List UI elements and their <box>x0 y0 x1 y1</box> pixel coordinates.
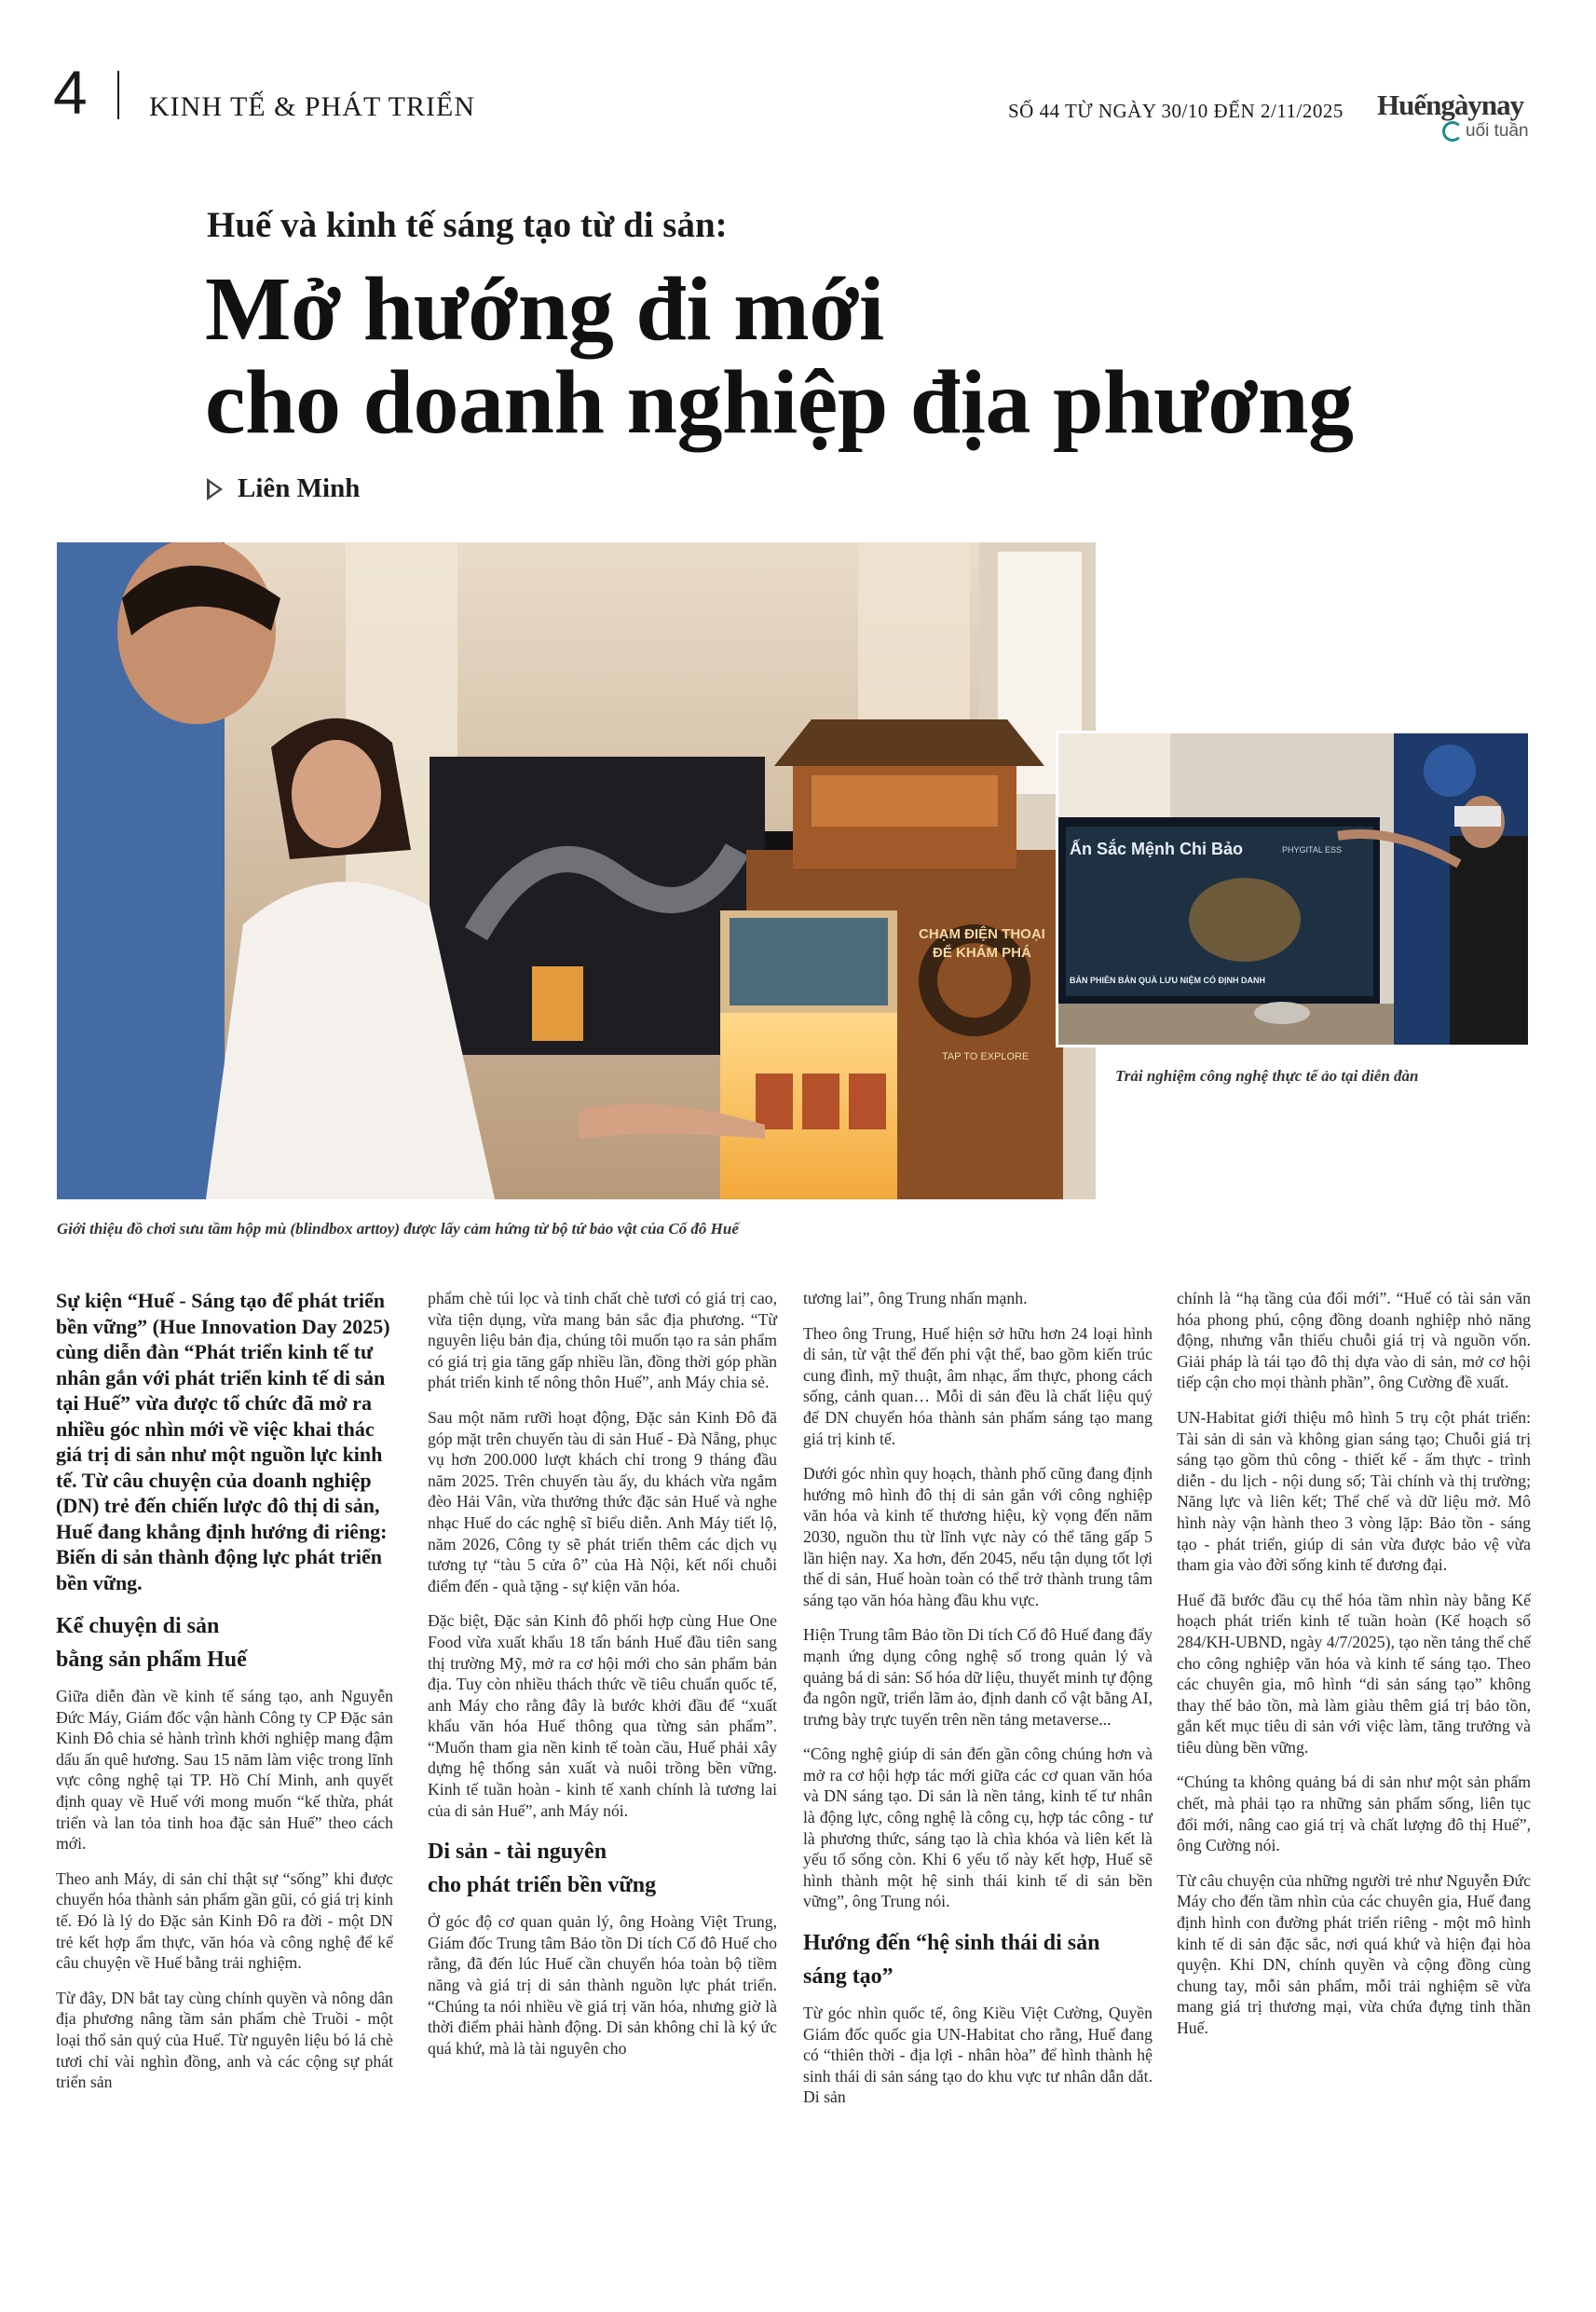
screen-title: Ấn Sắc Mệnh Chi Bảo <box>1070 840 1244 858</box>
play-arrow-icon <box>207 478 223 500</box>
paragraph: Theo ông Trung, Huế hiện sở hữu hơn 24 loại hình di sản, từ vật thể đến phi vật thể, bao gồm kiến trúc cung đình, mỹ thuật, âm nhạc, ẩm thực, phong cách sống, cảnh quan… Mỗi di sản đều là chất liệu quý để DN chuyển hóa thành sản phẩm sáng tạo mang giá trị kinh tế. <box>803 1323 1153 1448</box>
logo-c-icon <box>1442 121 1463 142</box>
subheading-2-line-2: cho phát triển bền vững <box>428 1873 657 1898</box>
article-title <box>205 259 1354 453</box>
kiosk-tap-label: TAP TO EXPLORE <box>942 1051 1030 1062</box>
subheading-3-line-1: Hướng đến “hệ sinh thái di sản <box>803 1931 1100 1956</box>
section-title: KINH TẾ & PHÁT TRIỂN <box>149 91 475 122</box>
paragraph: Giữa diễn đàn về kinh tế sáng tạo, anh Nguyễn Đức Máy, Giám đốc vận hành Công ty CP Đặc sản Kinh Đô chia sẻ hành trình khởi nghiệp mang đậm dấu ấn quê hương. Sau 15 năm làm việc trong lĩnh vực công nghệ tại TP. Hồ Chí Minh, anh quyết định quay về Huế với mong muốn “kế thừa, phát triển và lan tỏa tinh hoa đặc sản Huế” theo cách mới. <box>56 1687 393 1854</box>
subheading-1-line-2: bằng sản phẩm Huế <box>56 1648 247 1672</box>
body-column-4 <box>1177 1288 1531 2053</box>
body-column-2 <box>428 1288 777 2073</box>
paragraph: Từ góc nhìn quốc tế, ông Kiều Việt Cường, Quyền Giám đốc quốc gia UN-Habitat cho rằng, Huế đang có “thiên thời - địa lợi - nhân hòa” để hình thành hệ sinh thái di sản sáng tạo do khu vực tư nhân dẫn dắt. Di sản <box>803 2004 1153 2107</box>
paragraph: “Công nghệ giúp di sản đến gần công chúng hơn và mở ra cơ hội hợp tác mới giữa các cơ quan văn hóa và DN sáng tạo. Di sản là nền tảng, kinh tế tư nhân là động lực, công nghệ là công cụ, hợp tác công - tư là phương thức, sáng tạo là chìa khóa và liên kết là yếu tố sống còn. Khi 6 yếu tố này kết hợp, Huế sẽ hình thành một hệ sinh thái kinh tế di sản bền vững”, ông Trung nói. <box>803 1744 1153 1911</box>
paragraph: Hiện Trung tâm Bảo tồn Di tích Cố đô Huế đang đẩy mạnh ứng dụng công nghệ số trong quản lý và quảng bá di sản: Số hóa dữ liệu, thuyết minh tự động đa ngôn ngữ, triển lãm ảo, định danh cổ vật bằng AI, trưng bày trực tuyến trên nền tảng metaverse... <box>803 1625 1153 1729</box>
screen-banner: BẢN PHIÊN BẢN QUÀ LƯU NIỆM CÓ ĐỊNH DANH <box>1070 976 1265 985</box>
subheading-2-line-1: Di sản - tài nguyên <box>428 1840 607 1865</box>
subheading-2 <box>428 1835 777 1902</box>
vr-photo-illustration <box>1058 733 1528 1045</box>
paragraph: Sau một năm rưỡi hoạt động, Đặc sản Kinh Đô đã góp mặt trên chuyến tàu di sản Huế - Đà Nẵng, phục vụ hơn 200.000 lượt khách chỉ trong 9 tháng đầu năm 2025. Trên chuyến tàu ấy, du khách vừa ngắm đèo Hải Vân, vừa thưởng thức đặc sản Huế và nghe nhạc Huế do các nghệ sĩ biểu diễn. Anh Máy tiết lộ, năm 2026, Công ty sẽ phát triển thêm các dịch vụ tương tự “tàu 5 cửa ô” của Hà Nội, kết nối chuỗi điểm đến - quà tặng - sự kiện văn hóa. <box>428 1407 777 1595</box>
kiosk-sign-line-2: ĐỂ KHÁM PHÁ <box>933 945 1031 961</box>
publication-logo <box>1377 89 1535 157</box>
kiosk-sign-line-1: CHẠM ĐIỆN THOẠI <box>919 926 1045 942</box>
main-photo-illustration <box>57 542 1096 1199</box>
subheading-1 <box>56 1609 393 1676</box>
paragraph: Huế đã bước đầu cụ thể hóa tầm nhìn này bằng Kế hoạch phát triển kinh tế tuần hoàn (Kế hoạch số 284/KH-UBND, ngày 4/7/2025), tạo nền tảng thể chế cho công nghiệp văn hóa và kinh tế sáng tạo. Theo các chuyên gia, mô hình “di sản sáng tạo” không thay thế bảo tồn, mà làm giàu thêm giá trị bảo tồn, gắn kết mục tiêu di sản với việc làm, tăng trưởng và tiêu dùng bền vững. <box>1177 1590 1531 1757</box>
body-column-1 <box>56 1288 393 2107</box>
paragraph: “Chúng ta không quảng bá di sản như một sản phẩm chết, mà phải tạo ra những sản phẩm sống, liên tục đổi mới, nâng cao giá trị và chất lượng đô thị Huế”, ông Cường nói. <box>1177 1772 1531 1855</box>
paragraph: chính là “hạ tầng của đổi mới”. “Huế có tài sản văn hóa phong phú, cộng đồng doanh nghiệp nhỏ năng động, nhưng vẫn thiếu chuỗi giá trị và nguồn vốn. Giải pháp là tái tạo đô thị dựa vào di sản, mở cơ hội tiếp cận cho mọi thành phần”, ông Cường đề xuất. <box>1177 1289 1531 1392</box>
vr-photo <box>1056 731 1531 1047</box>
screen-brand: PHYGITAL ESS <box>1282 845 1343 855</box>
body-column-3 <box>803 1288 1153 2122</box>
article-lead: Sự kiện “Huế - Sáng tạo để phát triển bền vững” (Hue Innovation Day 2025) cùng diễn đàn “Phát triển kinh tế tư nhân gắn với phát triển kinh tế di sản tại Huế” vừa được tổ chức đã mở ra nhiều góc nhìn mới về việc khai thác giá trị di sản như một nguồn lực kinh tế. Từ câu chuyện của doanh nghiệp (DN) trẻ đến chiến lược đô thị di sản, Huế đang khẳng định hướng đi riêng: Biến di sản thành động lực phát triển bền vững. <box>56 1289 390 1594</box>
page-number: 4 <box>53 58 88 127</box>
paragraph: UN-Habitat giới thiệu mô hình 5 trụ cột phát triển: Tài sản di sản và không gian sáng tạo; Chuỗi giá trị sáng tạo gồm thủ công - thiết kế - ẩm thực - trình diễn - du lịch - nội dung số; Tài chính và thị trường; Năng lực và liên kết; Thể chế và dữ liệu mở. Mô hình này vận hành theo 3 vòng lặp: Bảo tồn - sáng tạo - phát triển, giúp di sản vừa được bảo vệ vừa tham gia vào đời sống kinh tế đương đại. <box>1177 1407 1531 1575</box>
paragraph: Ở góc độ cơ quan quản lý, ông Hoàng Việt Trung, Giám đốc Trung tâm Bảo tồn Di tích Cố đô Huế cho rằng, đã đến lúc Huế cần chuyển hóa toàn bộ tiềm năng và giá trị di sản thành nguồn lực phát triển. “Chúng ta nói nhiều về giá trị văn hóa, nhưng giờ là thời điểm phải hành động. Di sản không chỉ là ký ức quá khứ, mà là tài nguyên cho <box>428 1912 777 2058</box>
logo-tagline <box>1442 121 1535 142</box>
article-kicker: Huế và kinh tế sáng tạo từ di sản: <box>207 205 728 245</box>
paragraph: Đặc biệt, Đặc sản Kinh đô phối hợp cùng Hue One Food vừa xuất khẩu 18 tấn bánh Huế đầu tiên sang thị trường Mỹ, mở ra cơ hội mới cho sản phẩm bản địa. Tuy còn nhiều thách thức về tiêu chuẩn quốc tế, anh Máy cho rằng đây là bước khởi đầu để “xuất khẩu văn hóa Huế thông qua từng sản phẩm”. “Muốn tham gia nền kinh tế toàn cầu, Huế phải xây dựng hệ thống sản xuất và nuôi trồng bền vững. Kinh tế tuần hoàn - kinh tế xanh chính là tương lai của di sản Huế”, anh Máy nói. <box>428 1611 777 1820</box>
paragraph: Từ câu chuyện của những người trẻ như Nguyễn Đức Máy cho đến tầm nhìn của các chuyên gia, Huế đang định hình con đường phát triển riêng - một mô hình kinh tế di sản đặc sắc, nơi quá khứ và hiện đại hòa quyện. Khi DN, chính quyền và cộng đồng cùng chung tay, mỗi sản phẩm, mỗi trải nghiệm sẽ vừa mang giá trị thương mại, vừa chứa đựng tinh thần Huế. <box>1177 1870 1531 2037</box>
paragraph: Từ đây, DN bắt tay cùng chính quyền và nông dân địa phương nâng tầm sản phẩm chè Truồi - một loại thổ sản quý của Huế. Từ nguyên liệu bó lá chè tươi chỉ vài nghìn đồng, anh và các cộng sự phát triển sản <box>56 1988 393 2092</box>
subheading-1-line-1: Kể chuyện di sản <box>56 1614 220 1638</box>
main-photo-caption: Giới thiệu đồ chơi sưu tầm hộp mù (blindbox arttoy) được lấy cảm hứng từ bộ tứ bảo vật của Cố đô Huế <box>57 1220 739 1238</box>
title-line-2: cho doanh nghiệp địa phương <box>205 352 1354 453</box>
logo-wordmark: Huếngàynay <box>1377 89 1524 121</box>
paragraph: phẩm chè túi lọc và tinh chất chè tươi có giá trị cao, vừa tiện dụng, vừa mang bản sắc địa phương. “Từ nguyên liệu bản địa, chúng tôi muốn tạo ra sản phẩm có giá trị gia tăng gấp nhiều lần, đồng thời góp phần phát triển kinh tế nông thôn Huế”, anh Máy chia sẻ. <box>428 1289 777 1392</box>
issue-date: SỐ 44 TỪ NGÀY 30/10 ĐẾN 2/11/2025 <box>1008 100 1344 122</box>
subheading-3-line-2: sáng tạo” <box>803 1964 893 1990</box>
header-divider <box>117 71 119 119</box>
logo-tagline-text: uối tuần <box>1466 121 1529 141</box>
subheading-3 <box>803 1926 1153 1993</box>
author-name: Liên Minh <box>238 473 361 503</box>
paragraph: Theo anh Máy, di sản chỉ thật sự “sống” khi được chuyển hóa thành sản phẩm gần gũi, có giá trị kinh tế. Đó là lý do Đặc sản Kinh Đô ra đời - một DN trẻ kết hợp ẩm thực, văn hóa và công nghệ để kể câu chuyện về Huế bằng trải nghiệm. <box>56 1868 393 1973</box>
vr-photo-caption: Trải nghiệm công nghệ thực tế ảo tại diễn đàn <box>1115 1067 1419 1085</box>
main-photo <box>57 542 1096 1199</box>
paragraph: tương lai”, ông Trung nhấn mạnh. <box>803 1289 1028 1307</box>
title-line-1: Mở hướng đi mới <box>205 259 884 360</box>
paragraph: Dưới góc nhìn quy hoạch, thành phố cũng đang định hướng mô hình đô thị di sản gắn với công nghiệp văn hóa và kinh tế thương hiệu, kỳ vọng đến năm 2030, nguồn thu từ lĩnh vực này có thể tăng gấp 5 lần hiện nay. Xa hơn, đến 2045, nếu tận dụng tốt lợi thế di sản, Huế hoàn toàn có thể trở thành trung tâm sáng tạo văn hóa hàng đầu khu vực. <box>803 1464 1153 1609</box>
byline <box>207 473 360 504</box>
